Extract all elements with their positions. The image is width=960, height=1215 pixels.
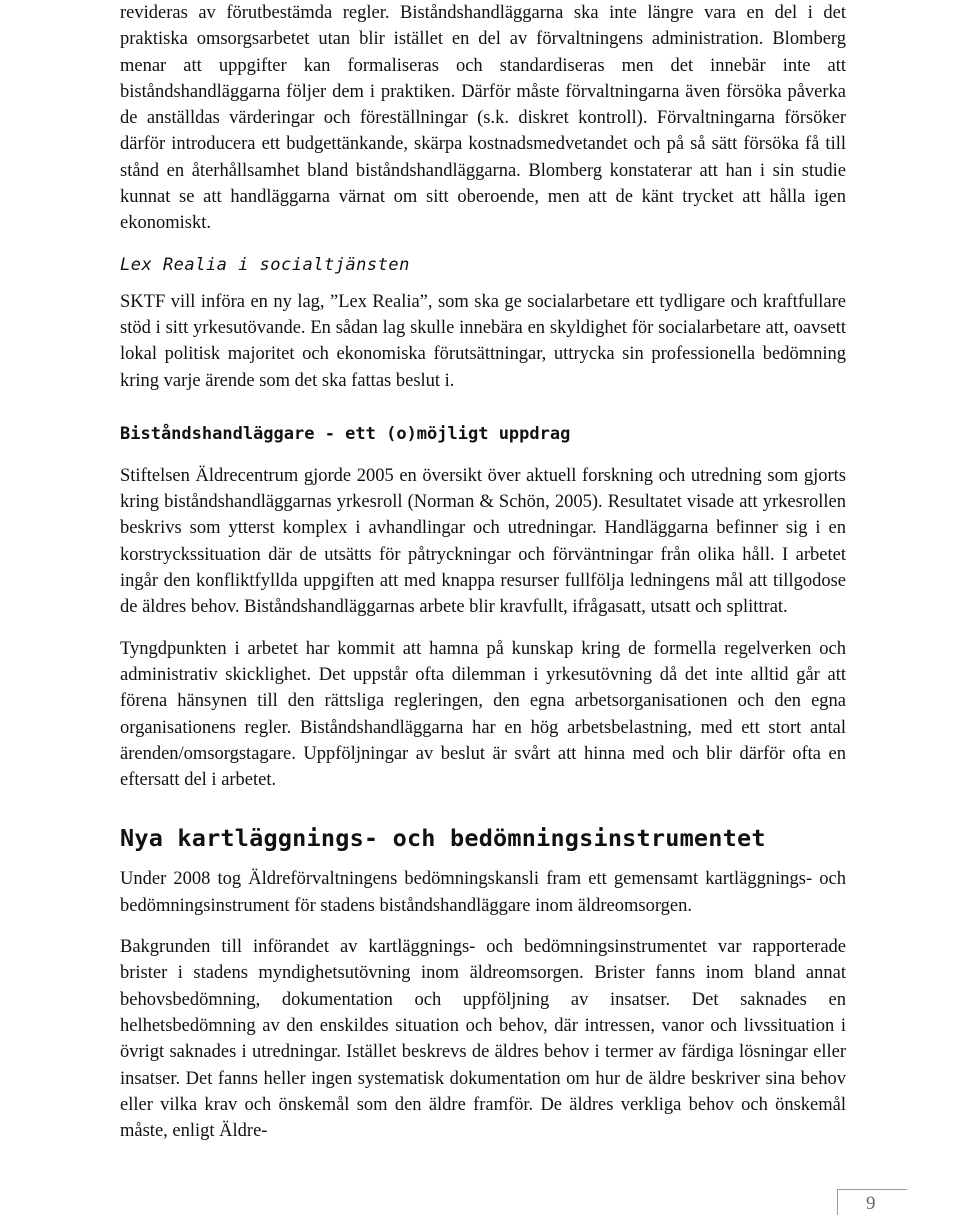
page-number: 9 bbox=[866, 1193, 876, 1214]
heading-lex-realia: Lex Realia i socialtjänsten bbox=[120, 254, 410, 275]
heading-bistandshandlaggare: Biståndshandläggare - ett (o)möjligt uppdrag bbox=[120, 423, 571, 444]
paragraph-tyngdpunkten: Tyngdpunkten i arbetet har kommit att hamna på kunskap kring de formella regelverken och administrativ skicklighet. Det uppstår ofta dilemman i yrkesutövning då det inte alltid går att förena hänsynen till den rättsliga regleringen, den egna arbetsorganisationen och den egna organisationens regler. Biståndshandläggarna har en hög arbetsbelastning, med ett stort antal ärenden/omsorgstagare. Uppföljningar av beslut är svårt att hinna med och blir därför ofta en eftersatt del i arbetet. bbox=[120, 638, 846, 791]
paragraph-bakgrunden: Bakgrunden till införandet av kartläggnings- och bedömningsinstrumentet var rapporterade brister i stadens myndighetsutövning inom äldreomsorgen. Brister fanns inom bland annat behovsbedömning, dokumentation och uppföljning av insatser. Det saknades en helhetsbedömning av den enskildes situation och behov, där intressen, vanor och livssituation i övrigt saknades i utredningar. Istället beskrevs de äldres behov i termer av färdiga lösningar eller insatser. Det fanns heller ingen systematisk dokumentation om hur de äldre beskriver sina behov eller vilka krav och önskemål som den äldre framför. De äldres verkliga behov och önskemål måste, enligt Äldre- bbox=[120, 937, 846, 1142]
heading-nya-instrumentet: Nya kartläggnings- och bedömningsinstrumentet bbox=[120, 824, 766, 853]
paragraph-aldrecentrum: Stiftelsen Äldrecentrum gjorde 2005 en översikt över aktuell forskning och utredning som gjorts kring biståndshandläggarnas yrkesroll (Norman & Schön, 2005). Resultatet visade att yrkesrollen beskrivs som ytterst komplex i avhandlingar och utredningar. Handläggarna befinner sig i en korstryckssituation där de utsätts för påtryckningar och förväntningar från olika håll. I arbetet ingår den konfliktfyllda uppgiften att med knappa resurser fullfölja ledningens mål att tillgodose de äldres behov. Biståndshandläggarnas arbete blir kravfullt, ifrågasatt, utsatt och splittrat. bbox=[120, 465, 846, 618]
paragraph-blomberg: revideras av förutbestämda regler. Biståndshandläggarna ska inte längre vara en del i det praktiska omsorgsarbetet utan blir istället en del av förvaltningens administration. Blomberg menar att uppgifter kan formaliseras och standardiseras men det innebär inte att biståndshandläggarna följer dem i praktiken. Därför måste förvaltningarna även försöka påverka de anställdas värderingar och föreställningar (s.k. diskret kontroll). Förvaltningarna försöker därför introducera ett budgettänkande, skärpa kostnadsmedvetandet och på så sätt försöka få till stånd en återhållsamhet bland biståndshandläggarna. Blomberg konstaterar att han i sin studie kunnat se att handläggarna värnat om sitt oberoende, men att de känt trycket att hålla igen ekonomiskt. bbox=[120, 3, 846, 234]
document-page bbox=[120, 0, 846, 1144]
paragraph-under-2008: Under 2008 tog Äldreförvaltningens bedömningskansli fram ett gemensamt kartläggnings- och bedömningsinstrument för stadens biståndshandläggare inom äldreomsorgen. bbox=[120, 869, 846, 916]
paragraph-sktf: SKTF vill införa en ny lag, ”Lex Realia”, som ska ge socialarbetare ett tydligare och kraftfullare stöd i sitt yrkesutövande. En sådan lag skulle innebära en skyldighet för socialarbetare att, oavsett lokal politisk majoritet och ekonomiska förutsättningar, uttrycka sin professionella bedömning kring varje ärende som det ska fattas beslut i. bbox=[120, 291, 846, 391]
